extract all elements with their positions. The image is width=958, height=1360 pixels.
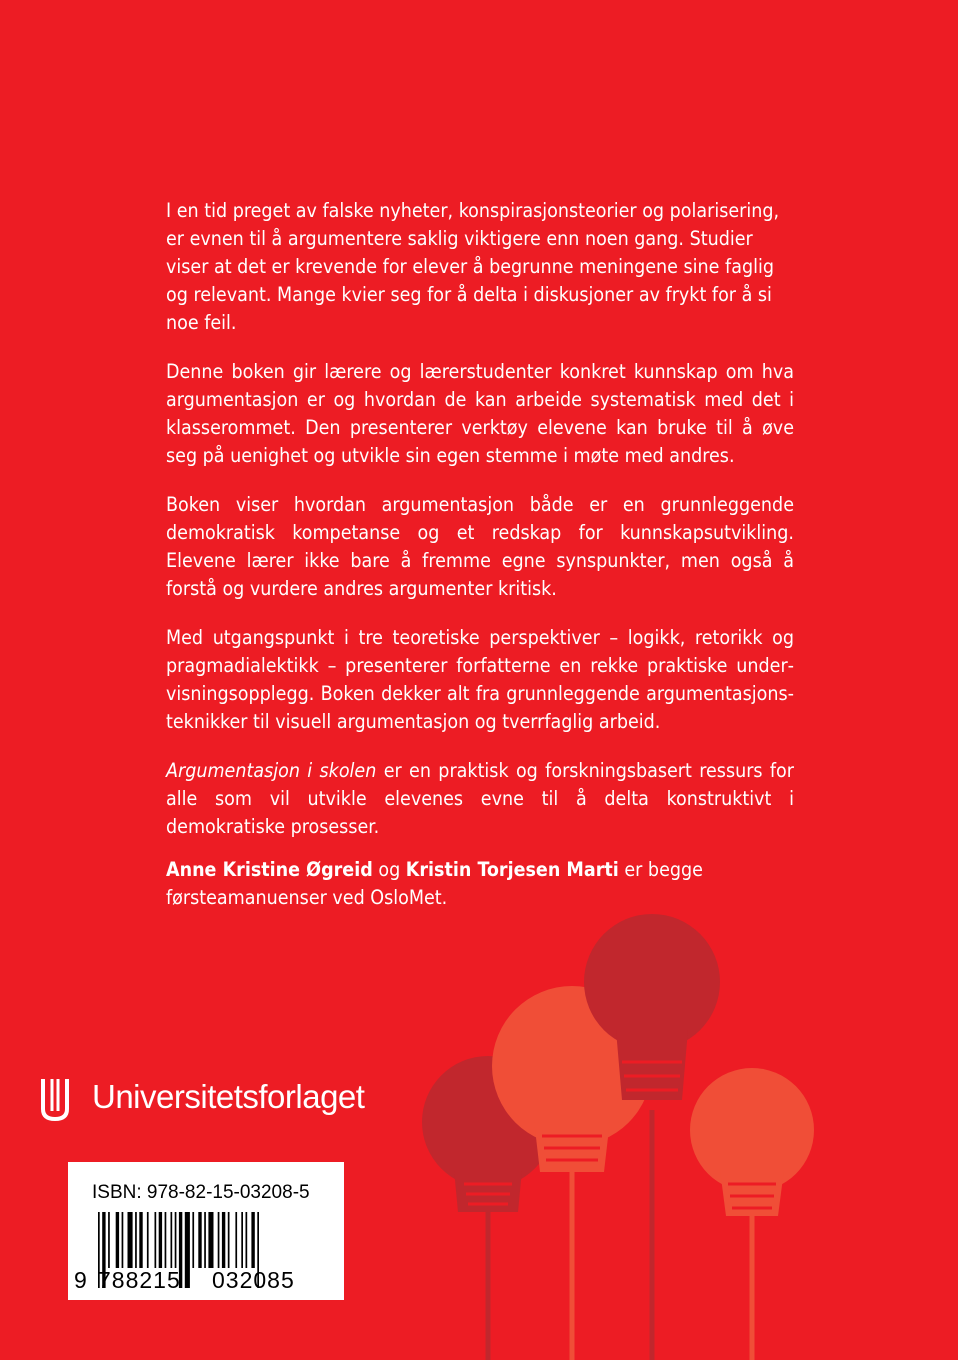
barcode-bar [204, 1212, 206, 1268]
lightbulb-right-icon [690, 1068, 814, 1360]
barcode-bar [251, 1212, 254, 1268]
barcode-bar [192, 1212, 194, 1268]
author-joiner: og [372, 858, 406, 881]
isbn-label: ISBN: 978-82-15-03208-5 [92, 1182, 310, 1203]
barcode-panel [68, 1162, 344, 1300]
publisher-name: Universitetsforlaget [92, 1078, 365, 1115]
barcode-left-digits: 788215 [98, 1267, 181, 1293]
author-bio-text: er begge førsteamanuenser ved OsloMet. [166, 858, 703, 909]
blurb-paragraph-5 [166, 757, 794, 841]
barcode-bar [171, 1212, 173, 1268]
barcode-bar [222, 1212, 225, 1268]
author-name-2: Kristin Torjesen Marti [405, 858, 619, 881]
barcode-bar [208, 1212, 213, 1268]
barcode-bar [198, 1212, 201, 1268]
barcode-bar [139, 1212, 142, 1268]
author-name-1: Anne Kristine Øgreid [166, 858, 373, 881]
barcode-bar [246, 1212, 248, 1268]
blurb-text [166, 197, 794, 862]
barcode-right-digits: 032085 [212, 1267, 295, 1293]
barcode-bar [108, 1212, 110, 1268]
barcode-bar [185, 1212, 190, 1288]
barcode-bar [228, 1212, 230, 1268]
blurb-paragraph-1: I en tid preget av falske nyheter, konspirasjonsteorier og polarisering, er evnen til å argumentere saklig viktigere enn noen gang. Studier viser at det er krevende for elever å begrunne meningene sine faglig og relevant. Mange kvier seg for å delta i diskusjoner av frykt for å si noe feil. [166, 199, 780, 334]
barcode-bar [155, 1212, 157, 1268]
barcode-bar [135, 1212, 137, 1268]
barcode-bar [122, 1212, 124, 1268]
barcode-bar [128, 1212, 133, 1268]
lightbulbs-illustration [400, 900, 958, 1360]
barcode-first-digit: 9 [74, 1267, 88, 1293]
blurb-paragraph-3: Boken viser hvordan argumentasjon både er en grunnleggende demokratisk kompetanse og et redskap for kunnskapsutvikling. Elevene lærer ikke bare å fremme egne synspunkter, men også å forstå og vurdere andres argumenter kritisk. [166, 493, 794, 600]
barcode-bar [165, 1212, 167, 1268]
barcode-bar [147, 1212, 149, 1268]
barcode-bar [218, 1212, 220, 1268]
barcode-bar [235, 1212, 237, 1268]
barcode-bar [175, 1212, 177, 1268]
blurb-paragraph-2: Denne boken gir lærere og lærerstudenter konkret kunnskap om hva argumentasjon er og hvordan de kan arbeide systematisk med det i klasserommet. Den presenterer verktøy elevene kan bruke til å øve seg på uenighet og utvikle sin egen stemme i møte med andres. [166, 360, 794, 467]
blurb-paragraph-4: Med utgangspunkt i tre teoretiske perspektiver – logikk, retorikk og pragmadialektikk – presenterer forfatterne en rekke praktiske undervisningsopplegg. Boken dekker alt fra grunnleggende argumentasjonsteknikker til visuell argumentasjon og tverrfaglig arbeid. [166, 626, 794, 733]
barcode-bar [159, 1212, 162, 1268]
universitetsforlaget-logo-icon [38, 1076, 72, 1122]
blurb-paragraph-5-text: er en praktisk og forskningsbasert ressurs for alle som vil utvikle elevenes evne til å delta konstruktivt i demokratiske prosesser. [166, 759, 794, 838]
book-title-italic: Argumentasjon i skolen [166, 759, 377, 782]
barcode-bar [116, 1212, 119, 1268]
barcode-bar [241, 1212, 243, 1268]
